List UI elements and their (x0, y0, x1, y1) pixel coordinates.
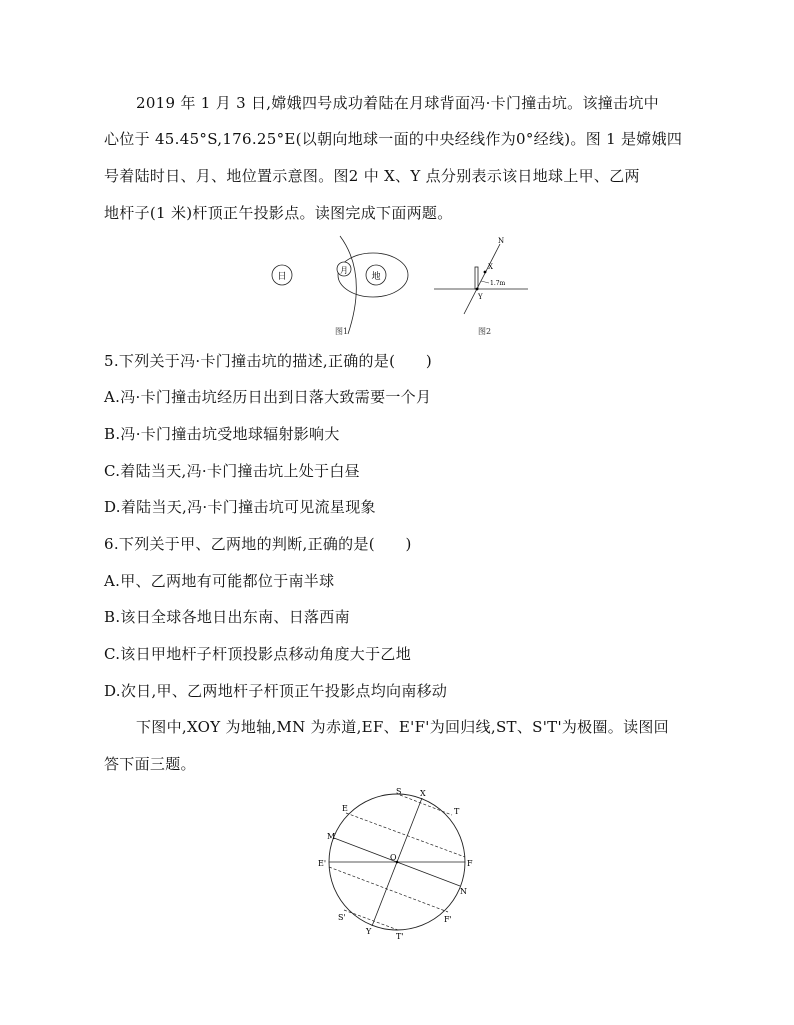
sun-label: 日 (277, 272, 287, 282)
intro-line-3: 号着陆时日、月、地位置示意图。图2 中 X、Y 点分别表示该日地球上甲、乙两 (104, 167, 640, 185)
label-s: S (396, 787, 402, 796)
figure-2-shadow-diagram (430, 234, 532, 316)
label-t-prime: T' (396, 932, 404, 941)
figure-1-caption: 图1 (335, 327, 349, 336)
label-e-prime: E' (318, 859, 327, 868)
label-n: N (498, 237, 505, 245)
q5-option-b: B.冯·卡门撞击坑受地球辐射影响大 (104, 425, 340, 443)
figure-3-globe-diagram (312, 784, 482, 944)
q6-option-c: C.该日甲地杆子杆顶投影点移动角度大于乙地 (104, 645, 412, 663)
label-y: Y (366, 927, 372, 936)
label-s-prime: S' (338, 913, 346, 922)
label-x: X (420, 789, 426, 798)
figure-1-sun-moon-earth (262, 234, 422, 340)
meridian-line (464, 244, 500, 314)
label-f: F (467, 859, 473, 868)
point-y (476, 288, 479, 291)
figure-2-caption: 图2 (478, 327, 492, 336)
q5-stem: 5.下列关于冯·卡门撞击坑的描述,正确的是( ) (104, 352, 433, 370)
q5-option-c: C.着陆当天,冯·卡门撞击坑上处于白昼 (104, 462, 360, 480)
label-y: Y (478, 293, 483, 301)
label-x: X (488, 263, 493, 271)
moon-label: 月 (340, 266, 348, 275)
q6-stem: 6.下列关于甲、乙两地的判断,正确的是( ) (104, 535, 412, 553)
point-x (484, 271, 487, 274)
label-m: M (327, 832, 336, 841)
pole (475, 267, 478, 289)
intro-line-2: 心位于 45.45°S,176.25°E(以朝向地球一面的中央经线作为0°经线)。图 1 是嫦娥四 (104, 130, 683, 148)
tropic-e2f2 (329, 867, 448, 912)
q5-option-d: D.着陆当天,冯·卡门撞击坑可见流星现象 (104, 498, 376, 516)
q6-option-b: B.该日全球各地日出东南、日落西南 (104, 608, 350, 626)
label-f-prime: F' (444, 915, 452, 924)
label-t: T (454, 807, 460, 816)
label-n: N (460, 887, 467, 896)
label-o: O (390, 853, 397, 862)
label-length: 1.7m (490, 280, 506, 287)
q5-option-a: A.冯·卡门撞击坑经历日出到日落大致需要一个月 (104, 388, 432, 406)
intro2-line-2: 答下面三题。 (104, 755, 196, 773)
intro-line-4: 地杆子(1 米)杆顶正午投影点。读图完成下面两题。 (104, 204, 453, 222)
intro-line-1: 2019 年 1 月 3 日,嫦娥四号成功着陆在月球背面冯·卡门撞击坑。该撞击坑中 (136, 94, 659, 112)
intro2-line-1: 下图中,XOY 为地轴,MN 为赤道,EF、E'F'为回归线,ST、S'T'为极圈。读图回 (136, 718, 669, 736)
q6-option-a: A.甲、乙两地有可能都位于南半球 (104, 572, 335, 590)
tropic-ef (346, 813, 465, 857)
q6-option-d: D.次日,甲、乙两地杆子杆顶正午投影点均向南移动 (104, 682, 448, 700)
earth-label: 地 (371, 272, 381, 282)
terminator-curve (340, 236, 356, 334)
polar-st (400, 795, 452, 815)
label-e: E (342, 804, 348, 813)
